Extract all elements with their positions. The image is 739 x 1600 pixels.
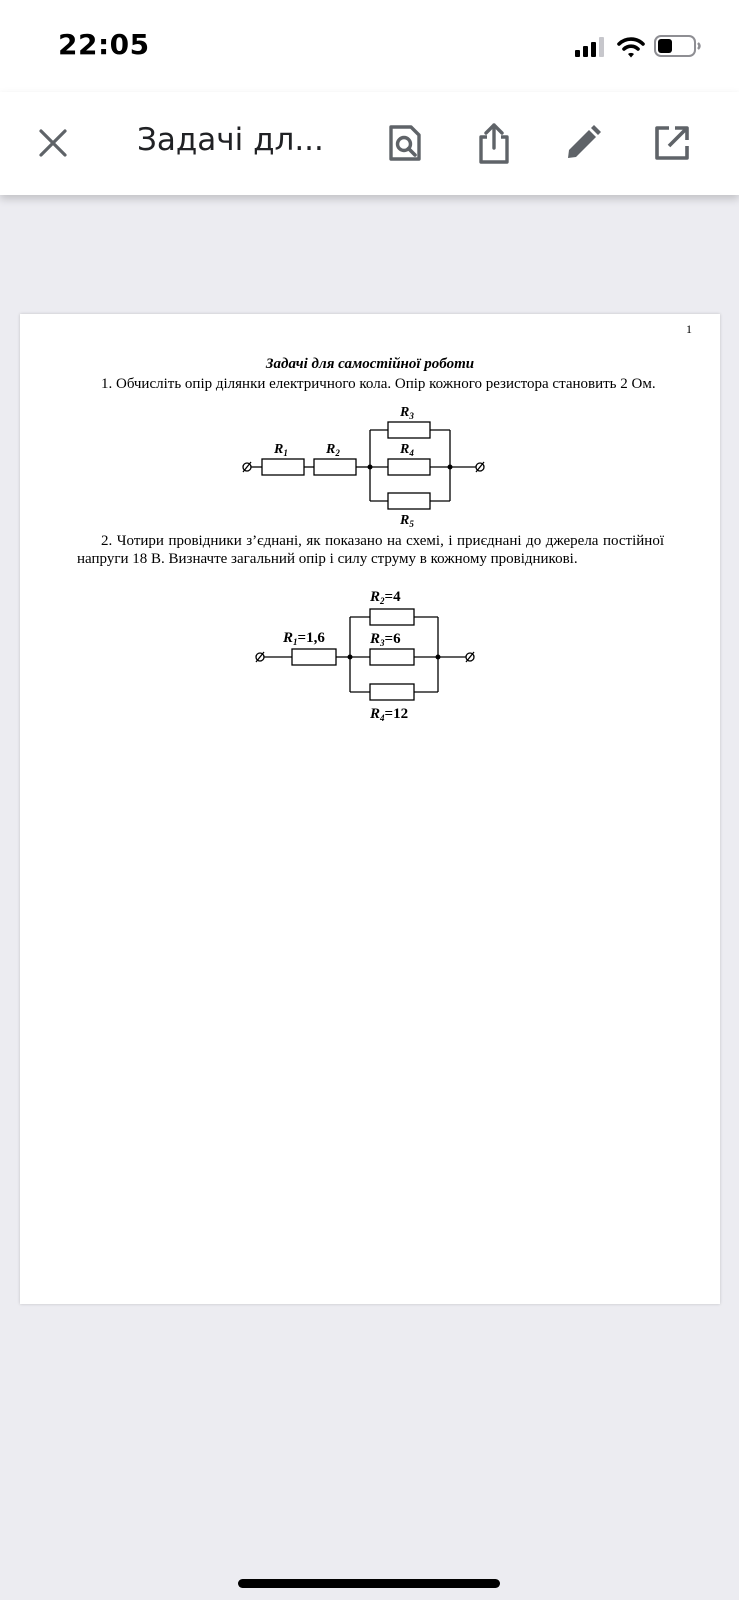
problem-1-text: 1. Обчисліть опір ділянки електричного кола. Опір кожного резистора становить 2 Ом. [101,376,656,392]
share-button[interactable] [469,118,519,168]
share-icon [476,121,512,165]
label-r4: $R_4$ [400,442,414,458]
document-page [20,314,720,1304]
close-button[interactable] [28,118,78,168]
home-indicator[interactable] [238,1579,500,1588]
label-r5: $R_5$ [400,513,414,529]
battery-icon [655,36,700,56]
page-heading: Задачі для самостійної роботи [265,356,475,372]
label-r3-value: $R_3=6$ [370,631,401,648]
edit-icon [564,124,602,162]
label-r1-value: $R_1=1,6$ [283,630,325,647]
open-external-icon [653,124,691,162]
page-number: 1 [686,322,692,336]
label-r2-value: $R_2=4$ [370,589,401,606]
status-icons [575,34,705,62]
edit-button[interactable] [558,118,608,168]
label-r1: $R_1$ [274,442,288,458]
open-external-button[interactable] [647,118,697,168]
resistor-r4-2 [370,684,414,700]
status-time: 22:05 [58,28,150,61]
status-bar [0,0,739,92]
find-in-page-button[interactable] [380,118,430,168]
label-r4-value: $R_4=12$ [370,706,409,723]
toolbar [0,92,739,195]
document-title: Задачі дл... [137,122,324,158]
resistor-r1-2 [292,649,336,665]
resistor-r3-2 [370,649,414,665]
wifi-icon [619,39,643,57]
find-in-page-icon [387,123,423,163]
cellular-signal-icon [575,37,604,57]
close-icon [36,126,70,160]
resistor-r2-2 [370,609,414,625]
problem-2-text: 2. Чотири провідники з’єднані, як показано на схемі, і приєднані до джерела постійної напруги 18 В. Визначте загальний опір і силу струму в кожному провідникові. [77,533,664,567]
circuit-diagram-2 [20,314,720,1304]
label-r3: $R_3$ [400,405,414,421]
label-r2: $R_2$ [326,442,340,458]
